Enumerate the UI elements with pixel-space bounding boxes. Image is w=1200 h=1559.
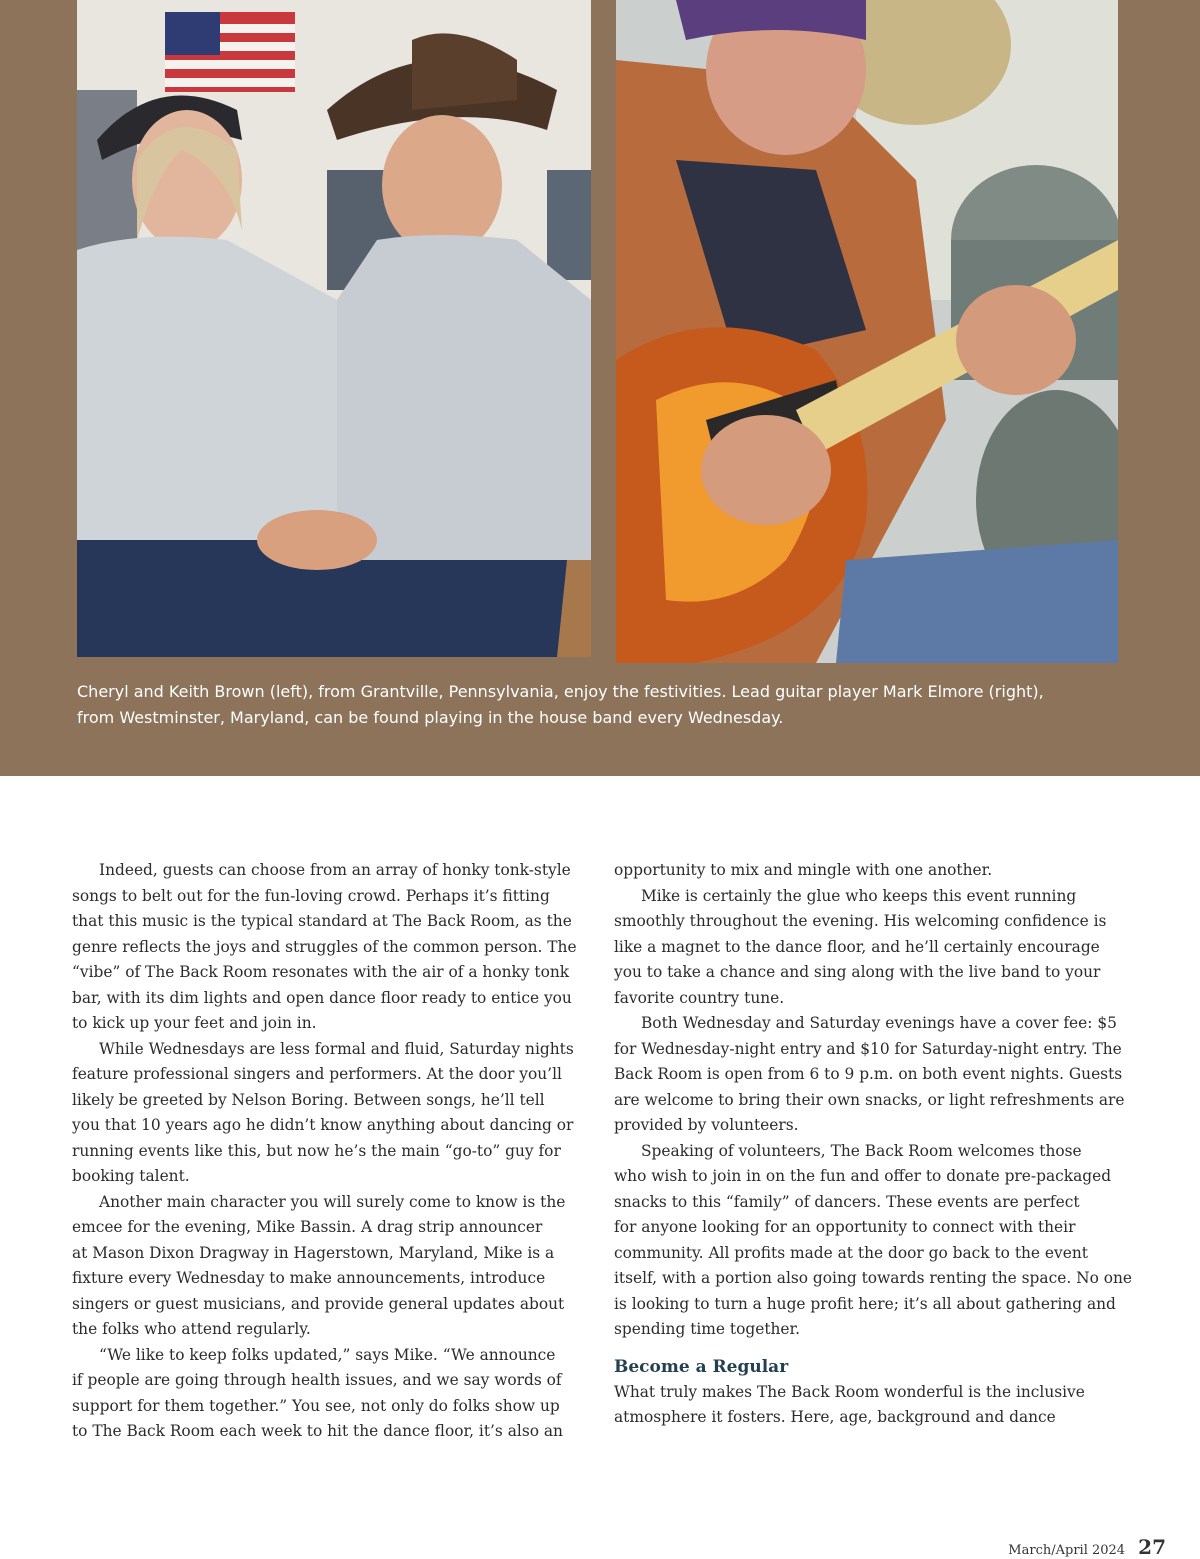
- text-line: to kick up your feet and join in.: [72, 1014, 317, 1032]
- text-line: if people are going through health issues, and we say words of: [72, 1371, 562, 1389]
- issue-date: March/April 2024: [1008, 1543, 1126, 1558]
- text-line: smoothly throughout the evening. His welcoming confidence is: [614, 912, 1107, 930]
- text-line: for anyone looking for an opportunity to connect with their: [614, 1218, 1076, 1236]
- text-line: you that 10 years ago he didn’t know anything about dancing or: [72, 1116, 574, 1134]
- text-line: are welcome to bring their own snacks, or light refreshments are: [614, 1090, 1125, 1109]
- text-line: provided by volunteers.: [614, 1116, 799, 1134]
- text-line: feature professional singers and performers. At the door you’ll: [72, 1065, 562, 1083]
- page-number: 27: [1138, 1535, 1166, 1559]
- text-line: spending time together.: [614, 1320, 801, 1338]
- photo-caption: [77, 679, 1077, 731]
- text-line: singers or guest musicians, and provide general updates about: [72, 1294, 565, 1313]
- text-line: Both Wednesday and Saturday evenings have a cover fee: $5: [641, 1014, 1117, 1032]
- photo-guitarist: [616, 0, 1118, 663]
- text-line: running events like this, but now he’s the main “go-to” guy for: [72, 1141, 561, 1160]
- text-line: likely be greeted by Nelson Boring. Between songs, he’ll tell: [72, 1090, 545, 1109]
- text-line: emcee for the evening, Mike Bassin. A drag strip announcer: [72, 1218, 543, 1236]
- text-line: bar, with its dim lights and open dance floor ready to entice you: [72, 988, 572, 1007]
- text-line: for Wednesday-night entry and $10 for Saturday-night entry. The: [614, 1039, 1122, 1058]
- text-line: Speaking of volunteers, The Back Room welcomes those: [641, 1141, 1082, 1160]
- text-line: While Wednesdays are less formal and fluid, Saturday nights: [99, 1039, 574, 1058]
- text-line: you to take a chance and sing along with the live band to your: [614, 963, 1101, 981]
- text-line: Back Room is open from 6 to 9 p.m. on both event nights. Guests: [614, 1065, 1123, 1083]
- text-line: Another main character you will surely come to know is the: [99, 1192, 566, 1211]
- text-line: support for them together.” You see, not only do folks show up: [72, 1396, 560, 1415]
- text-line: booking talent.: [72, 1167, 190, 1185]
- text-line: itself, with a portion also going towards renting the space. No one: [614, 1269, 1133, 1287]
- text-line: “vibe” of The Back Room resonates with the air of a honky tonk: [72, 963, 570, 981]
- text-line: “We like to keep folks updated,” says Mike. “We announce: [99, 1345, 556, 1364]
- text-line: favorite country tune.: [614, 988, 785, 1007]
- text-line: What truly makes The Back Room wonderful is the inclusive: [614, 1382, 1085, 1401]
- text-line: the folks who attend regularly.: [72, 1320, 311, 1338]
- text-line: is looking to turn a huge profit here; it’s all about gathering and: [614, 1294, 1116, 1313]
- text-line: to The Back Room each week to hit the dance floor, it’s also an: [72, 1422, 563, 1440]
- section-subheading: Become a Regular: [614, 1356, 789, 1377]
- photo-dancing-couple: [77, 0, 591, 657]
- text-line: atmosphere it fosters. Here, age, background and dance: [614, 1408, 1056, 1426]
- text-line: that this music is the typical standard at The Back Room, as the: [72, 912, 572, 930]
- text-line: Indeed, guests can choose from an array of honky tonk-style: [99, 861, 571, 879]
- article-column-left: [72, 858, 592, 1445]
- text-line: community. All profits made at the door go back to the event: [614, 1243, 1088, 1262]
- text-line: at Mason Dixon Dragway in Hagerstown, Maryland, Mike is a: [72, 1243, 555, 1262]
- text-line: snacks to this “family” of dancers. These events are perfect: [614, 1192, 1080, 1211]
- caption-line: Cheryl and Keith Brown (left), from Grantville, Pennsylvania, enjoy the festivities. Lead guitar player Mark Elmore (right),: [77, 682, 1044, 701]
- text-line: who wish to join in on the fun and offer to donate pre-packaged: [614, 1167, 1112, 1185]
- caption-line: from Westminster, Maryland, can be found playing in the house band every Wednesday.: [77, 708, 784, 727]
- text-line: genre reflects the joys and struggles of the common person. The: [72, 937, 577, 956]
- text-line: like a magnet to the dance floor, and he’ll certainly encourage: [614, 937, 1100, 956]
- text-line: opportunity to mix and mingle with one another.: [614, 861, 993, 879]
- page-footer: [1008, 1535, 1166, 1559]
- text-line: Mike is certainly the glue who keeps this event running: [641, 886, 1077, 905]
- text-line: songs to belt out for the fun-loving crowd. Perhaps it’s fitting: [72, 886, 550, 905]
- text-line: fixture every Wednesday to make announcements, introduce: [72, 1269, 546, 1287]
- article-column-right: [614, 858, 1139, 1431]
